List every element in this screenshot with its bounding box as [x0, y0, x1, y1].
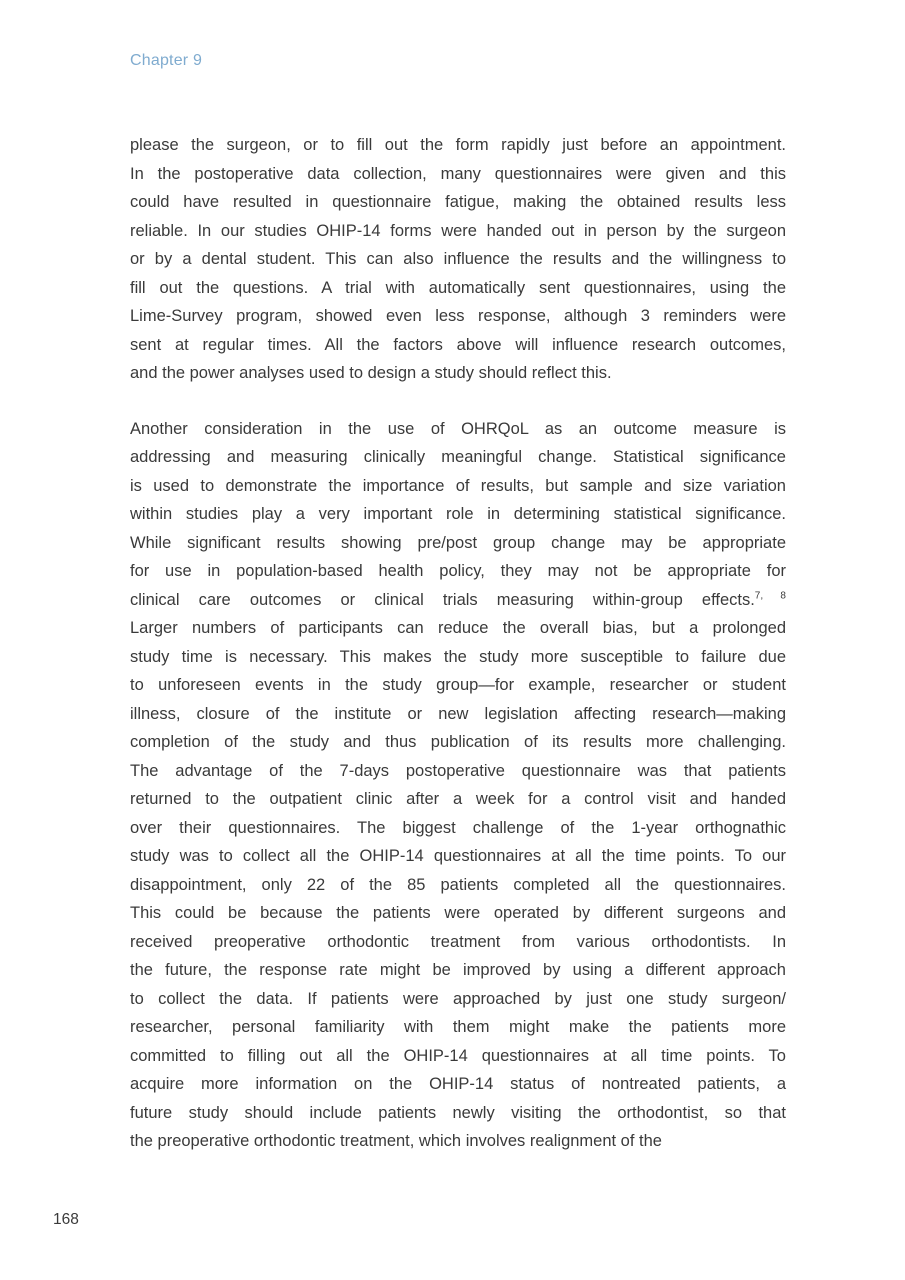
text-line: fill out the questions. A trial with automatically sent questionnaires, using the: [130, 278, 786, 297]
text-line: over their questionnaires. The biggest challenge of the 1-year orthognathic: [130, 818, 786, 837]
text-line: received preoperative orthodontic treatment from various orthodontists. In: [130, 932, 786, 951]
text-line: illness, closure of the institute or new legislation affecting research—making: [130, 704, 786, 723]
text-line: addressing and measuring clinically meaningful change. Statistical significance: [130, 448, 786, 466]
text-line: to collect the data. If patients were approached by just one study surgeon/: [130, 989, 786, 1008]
text-line: committed to filling out all the OHIP-14 questionnaires at all time points. To: [130, 1046, 786, 1065]
text-line: completion of the study and thus publication of its results more challenging.: [130, 733, 786, 751]
text-line: future study should include patients newly visiting the orthodontist, so that: [130, 1103, 786, 1122]
text-line: the future, the response rate might be improved by using a different approach: [130, 961, 786, 979]
text-line: for use in population-based health policy, they may not be appropriate for: [130, 562, 786, 580]
text-line: The advantage of the 7-days postoperative questionnaire was that patients: [130, 761, 786, 780]
text-line: is used to demonstrate the importance of results, but sample and size variation: [130, 476, 786, 495]
text-line: within studies play a very important role in determining statistical significance.: [130, 505, 786, 523]
paragraph: [130, 415, 786, 1156]
text-line: clinical care outcomes or clinical trials measuring within-group effects.$^{7, 8}$: [130, 590, 786, 609]
text-line: Another consideration in the use of OHRQoL as an outcome measure is: [130, 419, 786, 438]
text-line: acquire more information on the OHIP-14 status of nontreated patients, a: [130, 1075, 786, 1093]
text-line: researcher, personal familiarity with them might make the patients more: [130, 1018, 786, 1036]
text-line: Lime-Survey program, showed even less response, although 3 reminders were: [130, 307, 786, 325]
text-line: to unforeseen events in the study group—for example, researcher or student: [130, 676, 786, 694]
text-line: could have resulted in questionnaire fatigue, making the obtained results less: [130, 193, 786, 211]
text-line: study time is necessary. This makes the study more susceptible to failure due: [130, 647, 786, 666]
body-text-block: [130, 131, 786, 1156]
text-line: In the postoperative data collection, many questionnaires were given and this: [130, 164, 786, 183]
text-line: please the surgeon, or to fill out the form rapidly just before an appointment.: [130, 136, 786, 154]
text-line: This could be because the patients were operated by different surgeons and: [130, 904, 786, 922]
chapter-header: Chapter 9: [130, 52, 203, 69]
text-line: sent at regular times. All the factors above will influence research outcomes,: [130, 335, 786, 354]
text-line: the preoperative orthodontic treatment, which involves realignment of the: [130, 1132, 662, 1150]
page-number: 168: [53, 1211, 79, 1228]
paragraph: [130, 131, 786, 388]
text-line: returned to the outpatient clinic after a week for a control visit and handed: [130, 790, 786, 808]
citation-superscript: 7, 8: [754, 590, 786, 601]
text-line: Larger numbers of participants can reduce the overall bias, but a prolonged: [130, 619, 786, 637]
text-line: and the power analyses used to design a study should reflect this.: [130, 364, 612, 382]
text-line: disappointment, only 22 of the 85 patients completed all the questionnaires.: [130, 875, 786, 894]
text-line: While significant results showing pre/post group change may be appropriate: [130, 533, 786, 552]
text-line: or by a dental student. This can also influence the results and the willingness to: [130, 250, 786, 268]
text-line: reliable. In our studies OHIP-14 forms were handed out in person by the surgeon: [130, 221, 786, 240]
text-line: study was to collect all the OHIP-14 questionnaires at all the time points. To our: [130, 847, 786, 865]
